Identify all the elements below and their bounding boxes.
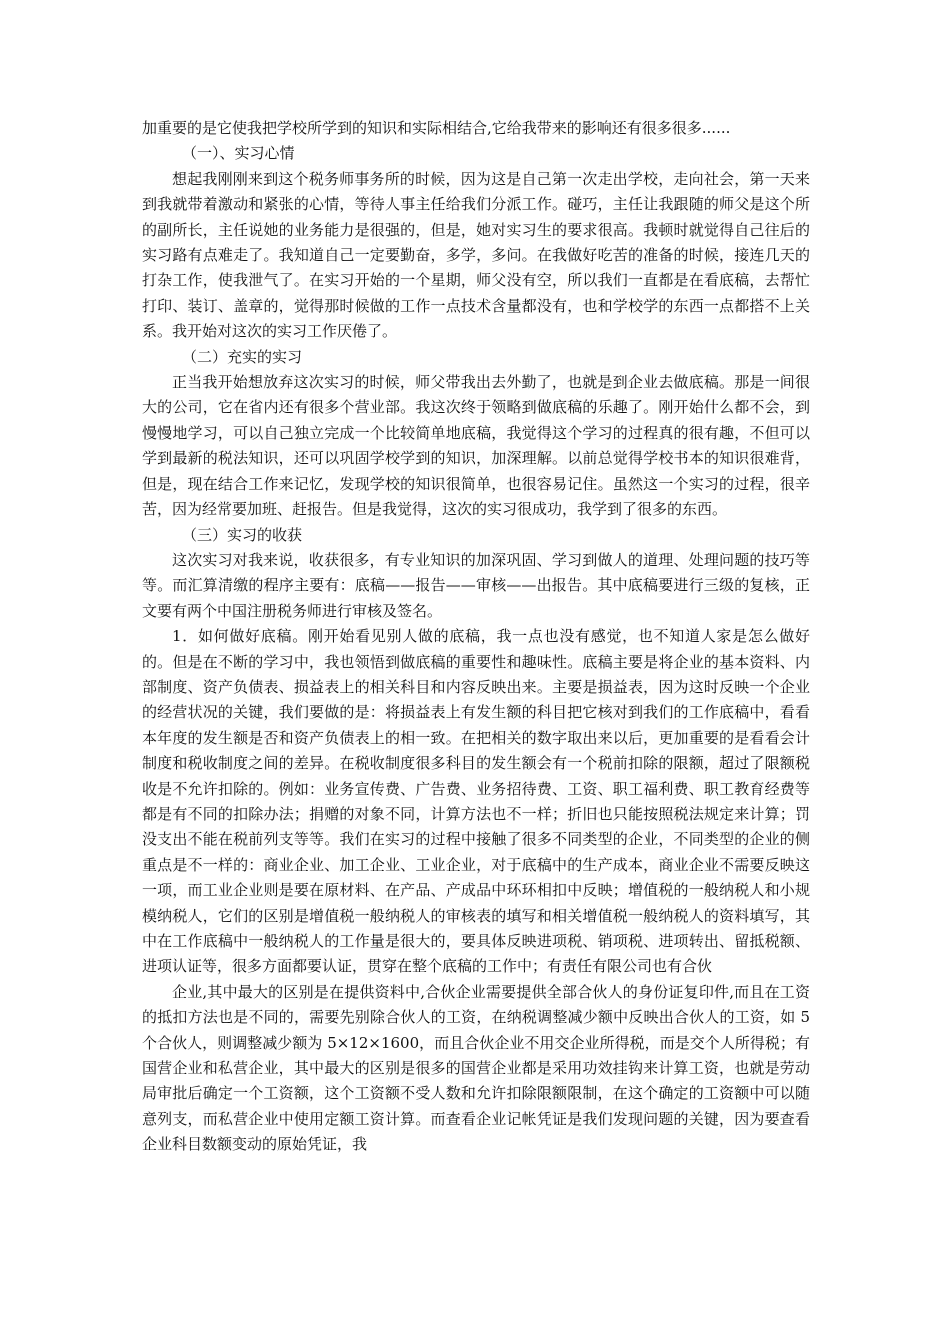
section-heading-fulfilling: （二）充实的实习 (182, 347, 303, 366)
paragraph-fulfilling: 正当我开始想放弃这次实习的时候，师父带我出去外勤了，也就是到企业去做底稿。那是一间很大的公司，它在省内还有很多个营业部。我这次终于领略到做底稿的乐趣了。刚开始什么都不会，到慢慢地学习，可以自己独立完成一个比较简单地底稿，我觉得这个学习的过程真的很有趣，不但可以学到最新的税法知识，还可以巩固学校学到的知识，加深理解。以前总觉得学校书本的知识很难背，但是，现在结合工作来记忆，发现学校的知识很简单，也很容易记住。虽然这一个实习的过程，很辛苦，因为经常要加班、赶报告。但是我觉得，这次的实习很成功，我学到了很多的东西。 (142, 373, 810, 519)
paragraph-partnership: 企业,其中最大的区别是在提供资料中,合伙企业需要提供全部合伙人的身份证复印件,而且在工资的抵扣方法也是不同的，需要先别除合伙人的工资，在纳税调整减少额中反映出合伙人的工资，如 5 个合伙人，则调整减少额为 5×12×1600，而且合伙企业不用交企业所得税，而是交个人所得税；有国营企业和私营企业，其中最大的区别是很多的国营企业都是采用功效挂钩来计算工资，也就是劳动局审批后确定一个工资额，这个工资额不受人数和允许扣除限额限制，在这个确定的工资额中可以随意列支，而私营企业中使用定额工资计算。而查看企业记帐凭证是我们发现问题的关键，因为要查看企业科目数额变动的原始凭证，我 (142, 982, 810, 1154)
document-page (142, 116, 810, 1158)
paragraph-mood: 想起我刚刚来到这个税务师事务所的时候，因为这是自己第一次走出学校，走向社会，第一天来到我就带着激动和紧张的心情，等待人事主任给我们分派工作。碰巧，主任让我跟随的师父是这个所的副所长，主任说她的业务能力是很强的，但是，她对实习生的要求很高。我顿时就觉得自己往后的实习路有点难走了。我知道自己一定要勤奋，多学，多问。在我做好吃苦的准备的时候，接连几天的打杂工作，使我泄气了。在实习开始的一个星期，师父没有空，所以我们一直都是在看底稿，去帮忙打印、装订、盖章的，觉得那时候做的工作一点技术含量都没有，也和学校学的东西一点都搭不上关系。我开始对这次的实习工作厌倦了。 (142, 169, 810, 341)
section-heading-gains: （三）实习的收获 (182, 525, 303, 544)
paragraph-working-papers: 1．如何做好底稿。刚开始看见别人做的底稿，我一点也没有感觉，也不知道人家是怎么做好的。但是在不断的学习中，我也领悟到做底稿的重要性和趣味性。底稿主要是将企业的基本资料、内部制度、资产负债表、损益表上的相关科目和内容反映出来。主要是损益表，因为这时反映一个企业的经营状况的关键，我们要做的是：将损益表上有发生额的科目把它核对到我们的工作底稿中，看看本年度的发生额是否和资产负债表上的相一致。在把相关的数字取出来以后，更加重要的是看看会计制度和税收制度之间的差异。在税收制度很多科目的发生额会有一个税前扣除的限额，超过了限额税收是不允许扣除的。例如：业务宣传费、广告费、业务招待费、工资、职工福利费、职工教育经费等都是有不同的扣除办法；捐赠的对象不同，计算方法也不一样；折旧也只能按照税法规定来计算；罚没支出不能在税前列支等等。我们在实习的过程中接触了很多不同类型的企业，不同类型的企业的侧重点是不一样的：商业企业、加工企业、工业企业，对于底稿中的生产成本，商业企业不需要反映这一项，而工业企业则是要在原材料、在产品、产成品中环环相扣中反映；增值税的一般纳税人和小规模纳税人，它们的区别是增值税一般纳税人的审核表的填写和相关增值税一般纳税人的资料填写，其中在工作底稿中一般纳税人的工作量是很大的，要具体反映进项税、销项税、进项转出、留抵税额、进项认证等，很多方面都要认证，贯穿在整个底稿的工作中；有责任有限公司也有合伙 (142, 627, 810, 976)
section-heading-mood: （一）、实习心情 (182, 144, 295, 163)
opening-line: 加重要的是它使我把学校所学到的知识和实际相结合,它给我带来的影响还有很多很多...... (142, 119, 731, 137)
paragraph-gains-intro: 这次实习对我来说，收获很多，有专业知识的加深巩固、学习到做人的道理、处理问题的技巧等等。而汇算清缴的程序主要有：底稿——报告——审核——出报告。其中底稿要进行三级的复核，正文要有两个中国注册税务师进行审核及签名。 (142, 550, 810, 620)
